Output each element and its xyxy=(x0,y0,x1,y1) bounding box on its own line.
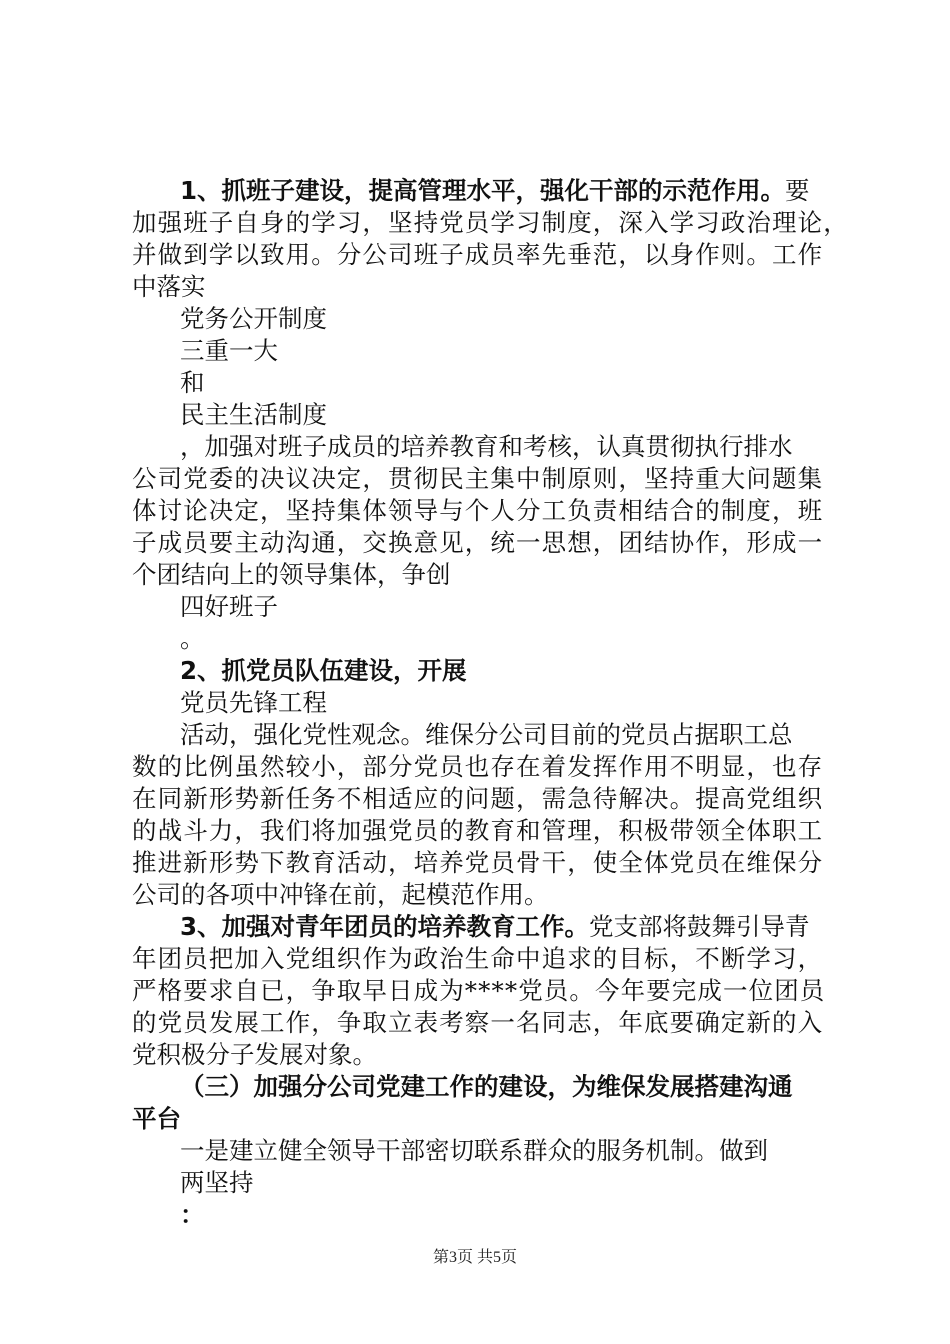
para2-line3: 在同新形势新任务不相适应的问题，需急待解决。提高党组织 xyxy=(132,784,824,813)
para1-line1-tail: 要 xyxy=(785,176,810,205)
para1-item-three-major: 三重一大 xyxy=(180,336,278,365)
para4-item-two-insist: 两坚持 xyxy=(180,1168,254,1197)
para1-end: 。 xyxy=(180,624,205,653)
para2-line5: 推进新形势下教育活动，培养党员骨干，使全体党员在维保分 xyxy=(132,848,824,877)
para2-line6: 公司的各项中冲锋在前，起模范作用。 xyxy=(132,880,549,909)
para4-end: ： xyxy=(180,1200,205,1229)
para3-line1 xyxy=(180,911,810,943)
para1-line3: 并做到学以致用。分公司班子成员率先垂范，以身作则。工作 xyxy=(132,240,824,269)
para3-line5: 党积极分子发展对象。 xyxy=(132,1040,377,1069)
section3-heading-line2: 平台 xyxy=(132,1104,181,1133)
para2-line2: 数的比例虽然较小，部分党员也存在着发挥作用不明显，也存 xyxy=(132,752,824,781)
para2-line4: 的战斗力，我们将加强党员的教育和管理，积极带领全体职工 xyxy=(132,816,824,845)
para1-line5: ，加强对班子成员的培养教育和考核，认真贯彻执行排水 xyxy=(180,432,793,461)
para1-line2: 加强班子自身的学习，坚持党员学习制度，深入学习政治理论， xyxy=(132,208,849,237)
para1-item-party-affairs: 党务公开制度 xyxy=(180,304,327,333)
para3-heading: 3、加强对青年团员的培养教育工作。 xyxy=(180,912,590,941)
para3-line1-tail: 党支部将鼓舞引导青 xyxy=(589,912,810,941)
para3-line2: 年团员把加入党组织作为政治生命中追求的目标，不断学习， xyxy=(132,944,824,973)
para1-heading: 1、抓班子建设，提高管理水平，强化干部的示范作用。 xyxy=(180,176,786,205)
para1-line9: 个团结向上的领导集体，争创 xyxy=(132,560,451,589)
para2-line1: 活动，强化党性观念。维保分公司目前的党员占据职工总 xyxy=(180,720,793,749)
para1-line6: 公司党委的决议决定，贯彻民主集中制原则，坚持重大问题集 xyxy=(132,464,824,493)
para3-line4: 的党员发展工作，争取立表考察一名同志，年底要确定新的入 xyxy=(132,1008,824,1037)
para1-item-democratic-life: 民主生活制度 xyxy=(180,400,327,429)
para2-heading: 2、抓党员队伍建设，开展 xyxy=(180,656,467,685)
page-number-footer: 第3页 共5页 xyxy=(432,1249,517,1266)
para4-line1: 一是建立健全领导干部密切联系群众的服务机制。做到 xyxy=(180,1136,768,1165)
para1-line4: 中落实 xyxy=(132,272,206,301)
para2-item-pioneer: 党员先锋工程 xyxy=(180,688,327,717)
para1-item-and: 和 xyxy=(180,368,205,397)
para1-line1 xyxy=(180,175,810,207)
para1-item-four-good: 四好班子 xyxy=(180,592,278,621)
section3-heading-line1: （三）加强分公司党建工作的建设，为维保发展搭建沟通 xyxy=(180,1072,793,1101)
para3-line3: 严格要求自已，争取早日成为****党员。今年要完成一位团员 xyxy=(132,976,826,1005)
para1-line7: 体讨论决定，坚持集体领导与个人分工负责相结合的制度，班 xyxy=(132,496,824,525)
para1-line8: 子成员要主动沟通，交换意见，统一思想，团结协作，形成一 xyxy=(132,528,824,557)
